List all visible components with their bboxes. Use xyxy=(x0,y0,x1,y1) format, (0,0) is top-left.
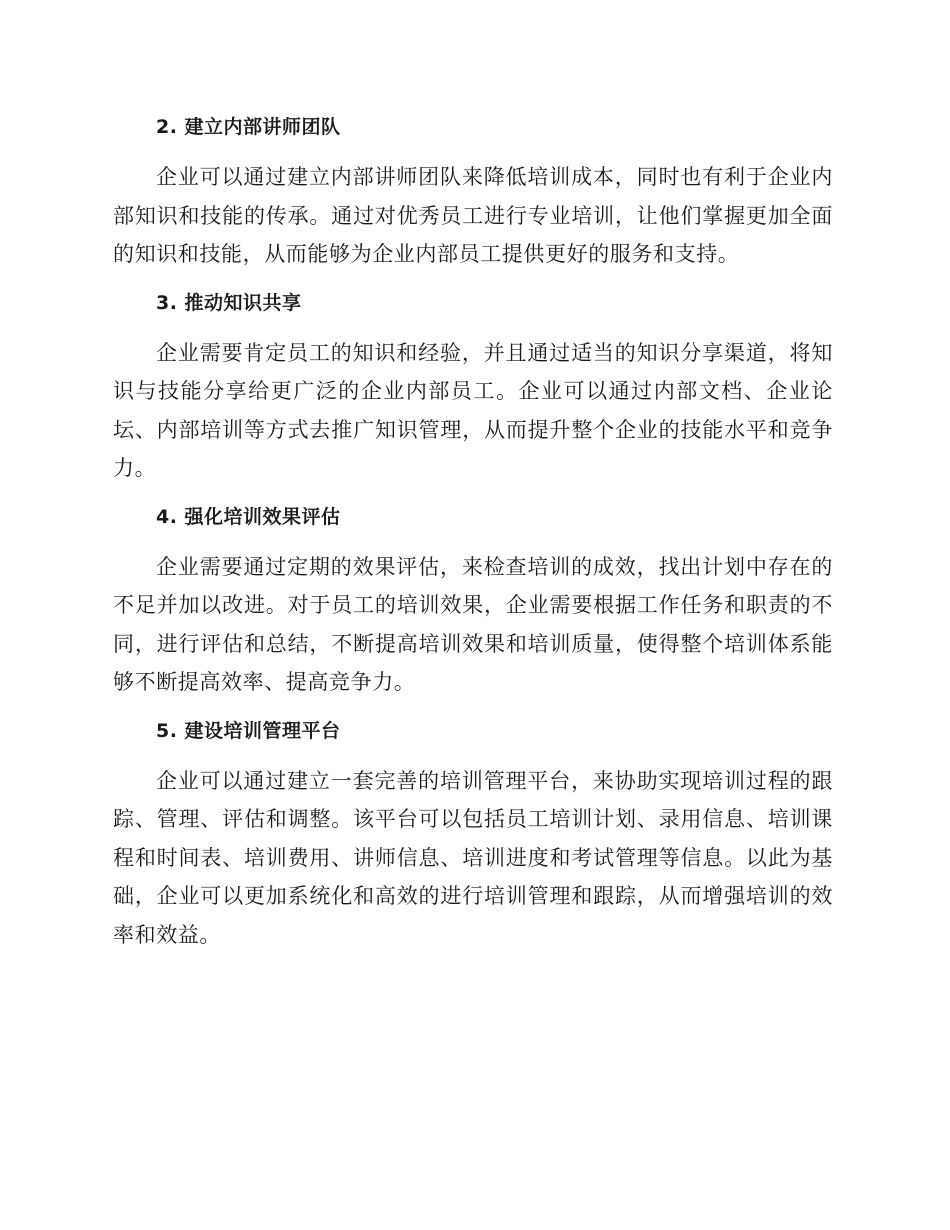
section-body-3: 企业需要肯定员工的知识和经验，并且通过适当的知识分享渠道，将知识与技能分享给更广泛的企业内部员工。企业可以通过内部文档、企业论坛、内部培训等方式去推广知识管理，从而提升整个企业的技能水平和竞争力。 xyxy=(113,340,833,480)
section-body-5: 企业可以通过建立一套完善的培训管理平台，来协助实现培训过程的跟踪、管理、评估和调整。该平台可以包括员工培训计划、录用信息、培训课程和时间表、培训费用、讲师信息、培训进度和考试管理等信息。以此为基础，企业可以更加系统化和高效的进行培训管理和跟踪，从而增强培训的效率和效益。 xyxy=(113,768,833,947)
document-content xyxy=(113,112,833,968)
section-heading-5: 5. 建设培训管理平台 xyxy=(156,719,341,742)
section-heading-2: 2. 建立内部讲师团队 xyxy=(156,116,341,138)
section-heading-3: 3. 推动知识共享 xyxy=(156,291,302,314)
section-body-2: 企业可以通过建立内部讲师团队来降低培训成本，同时也有利于企业内部知识和技能的传承。通过对优秀员工进行专业培训，让他们掌握更加全面的知识和技能，从而能够为企业内部员工提供更好的服务和支持。 xyxy=(113,165,833,266)
section-body-4: 企业需要通过定期的效果评估，来检查培训的成效，找出计划中存在的不足并加以改进。对于员工的培训效果，企业需要根据工作任务和职责的不同，进行评估和总结，不断提高培训效果和培训质量，使得整个培训体系能够不断提高效率、提高竞争力。 xyxy=(113,554,833,694)
section-heading-4: 4. 强化培训效果评估 xyxy=(156,505,341,528)
